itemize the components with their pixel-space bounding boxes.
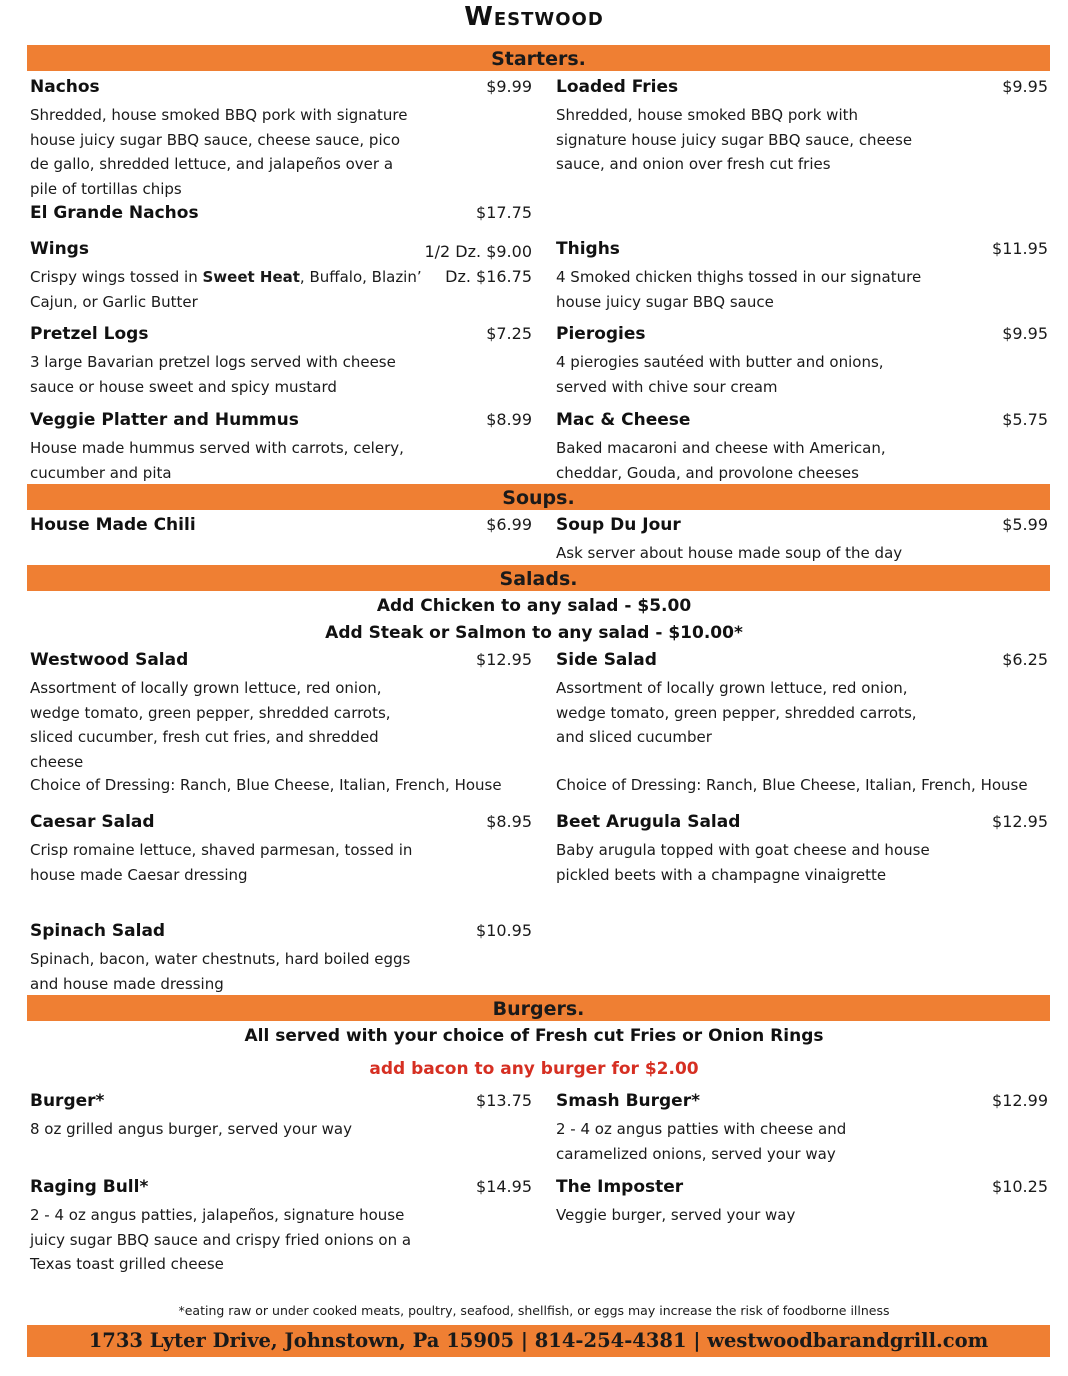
menu-item-spinach-salad (30, 921, 532, 997)
item-name: Beet Arugula Salad (556, 812, 741, 832)
item-description: 4 pierogies sautéed with butter and onions, served with chive sour cream (556, 353, 884, 396)
item-price-group (424, 239, 532, 289)
item-description: 2 - 4 oz angus patties, jalapeños, signature house juicy sugar BBQ sauce and crispy fried onions on a Texas toast grilled cheese (30, 1206, 412, 1274)
item-price: $12.99 (992, 1091, 1048, 1110)
item-description: 4 Smoked chicken thighs tossed in our signature house juicy sugar BBQ sauce (556, 268, 922, 311)
item-name: Thighs (556, 239, 620, 259)
item-price-half-dozen: 1/2 Dz. $9.00 (424, 242, 532, 261)
item-price: $9.95 (1002, 77, 1048, 96)
item-description (30, 265, 425, 314)
menu-item-veggie-platter (30, 410, 532, 486)
item-price: $9.95 (1002, 324, 1048, 343)
contact-footer: 1733 Lyter Drive, Johnstown, Pa 15905 | 814-254-4381 | westwoodbarandgrill.com (27, 1325, 1050, 1357)
menu-item-el-grande-nachos (30, 203, 532, 229)
menu-item-soup-du-jour (556, 515, 1048, 565)
menu-item-smash-burger (556, 1091, 1048, 1167)
menu-item-house-made-chili (30, 515, 532, 541)
desc-part: Crispy wings tossed in (30, 268, 203, 286)
item-description: Assortment of locally grown lettuce, red onion, wedge tomato, green pepper, shredded carrots, and sliced cucumber (556, 679, 917, 747)
section-header-starters: Starters. (27, 45, 1050, 71)
item-name: Westwood Salad (30, 650, 189, 670)
item-description: Shredded, house smoked BBQ pork with signature house juicy sugar BBQ sauce, cheese sauce, and onion over fresh cut fries (556, 106, 913, 174)
item-price: $6.99 (486, 515, 532, 534)
menu-item-raging-bull (30, 1177, 532, 1277)
item-name: El Grande Nachos (30, 203, 199, 223)
burger-bacon-addon: add bacon to any burger for $2.00 (369, 1059, 699, 1079)
item-name: House Made Chili (30, 515, 196, 535)
section-header-soups: Soups. (27, 484, 1050, 510)
item-name: Wings (30, 239, 89, 259)
item-name: Mac & Cheese (556, 410, 691, 430)
salad-addon-chicken: Add Chicken to any salad - $5.00 (376, 596, 692, 616)
desc-highlight: Sweet Heat (202, 268, 300, 286)
item-description: 8 oz grilled angus burger, served your way (30, 1120, 352, 1138)
item-description: Crisp romaine lettuce, shaved parmesan, tossed in house made Caesar dressing (30, 841, 413, 884)
item-price: $17.75 (476, 203, 532, 222)
desc-part: , Buffalo, Blazin’ Cajun, or Garlic Butter (30, 268, 422, 311)
item-description: Baby arugula topped with goat cheese and house pickled beets with a champagne vinaigrette (556, 841, 930, 884)
item-name: Nachos (30, 77, 100, 97)
item-price-dozen: Dz. $16.75 (445, 267, 532, 286)
item-description: Baked macaroni and cheese with American, cheddar, Gouda, and provolone cheeses (556, 439, 886, 482)
item-name: Pretzel Logs (30, 324, 149, 344)
item-name: Pierogies (556, 324, 646, 344)
item-price: $5.99 (1002, 515, 1048, 534)
menu-item-loaded-fries (556, 77, 1048, 177)
item-description: Ask server about house made soup of the day (556, 544, 903, 562)
item-price: $10.25 (992, 1177, 1048, 1196)
menu-item-side-salad (556, 650, 1048, 750)
menu-item-mac-and-cheese (556, 410, 1048, 486)
item-name: Loaded Fries (556, 77, 679, 97)
item-description: 3 large Bavarian pretzel logs served with cheese sauce or house sweet and spicy mustard (30, 353, 396, 396)
item-name: Spinach Salad (30, 921, 166, 941)
item-price: $8.95 (486, 812, 532, 831)
food-safety-footnote: *eating raw or under cooked meats, poultry, seafood, shellfish, or eggs may increase the risk of foodborne illness (178, 1303, 890, 1318)
menu-item-pierogies (556, 324, 1048, 400)
item-name: Smash Burger* (556, 1091, 700, 1111)
item-price: $11.95 (992, 239, 1048, 258)
item-description: Assortment of locally grown lettuce, red onion, wedge tomato, green pepper, shredded carrots, sliced cucumber, fresh cut fries, and shredded cheese (30, 679, 391, 771)
item-name: The Imposter (556, 1177, 684, 1197)
item-name: Side Salad (556, 650, 657, 670)
section-header-salads: Salads. (27, 565, 1050, 591)
item-price: $12.95 (992, 812, 1048, 831)
item-price: $12.95 (476, 650, 532, 669)
menu-item-pretzel-logs (30, 324, 532, 400)
item-name: Burger* (30, 1091, 105, 1111)
item-price: $14.95 (476, 1177, 532, 1196)
item-price: $9.99 (486, 77, 532, 96)
burger-sides-note: All served with your choice of Fresh cut Fries or Onion Rings (244, 1026, 824, 1046)
item-price: $7.25 (486, 324, 532, 343)
item-name: Soup Du Jour (556, 515, 681, 535)
menu-title: Westwood (464, 2, 604, 32)
menu-item-nachos (30, 77, 532, 201)
item-price: $10.95 (476, 921, 532, 940)
section-header-burgers: Burgers. (27, 995, 1050, 1021)
item-description: Veggie burger, served your way (556, 1206, 796, 1224)
item-description: House made hummus served with carrots, celery, cucumber and pita (30, 439, 404, 482)
item-description: Shredded, house smoked BBQ pork with signature house juicy sugar BBQ sauce, cheese sauce, pico de gallo, shredded lettuce, and jalapeños over a pile of tortillas chips (30, 106, 408, 198)
menu-item-the-imposter (556, 1177, 1048, 1227)
salad-addon-steak-salmon: Add Steak or Salmon to any salad - $10.00* (325, 623, 743, 643)
dressing-choice-left: Choice of Dressing: Ranch, Blue Cheese, Italian, French, House (30, 776, 502, 794)
menu-item-caesar-salad (30, 812, 532, 888)
item-name: Caesar Salad (30, 812, 155, 832)
item-price: $8.99 (486, 410, 532, 429)
item-description: 2 - 4 oz angus patties with cheese and caramelized onions, served your way (556, 1120, 847, 1163)
menu-item-wings (30, 239, 532, 315)
menu-item-thighs (556, 239, 1048, 315)
menu-item-burger (30, 1091, 532, 1141)
item-price: $5.75 (1002, 410, 1048, 429)
menu-item-beet-arugula-salad (556, 812, 1048, 888)
item-name: Raging Bull* (30, 1177, 149, 1197)
menu-item-westwood-salad (30, 650, 532, 774)
item-description: Spinach, bacon, water chestnuts, hard boiled eggs and house made dressing (30, 950, 411, 993)
item-price: $6.25 (1002, 650, 1048, 669)
dressing-choice-right: Choice of Dressing: Ranch, Blue Cheese, Italian, French, House (556, 776, 1028, 794)
item-name: Veggie Platter and Hummus (30, 410, 299, 430)
item-price: $13.75 (476, 1091, 532, 1110)
